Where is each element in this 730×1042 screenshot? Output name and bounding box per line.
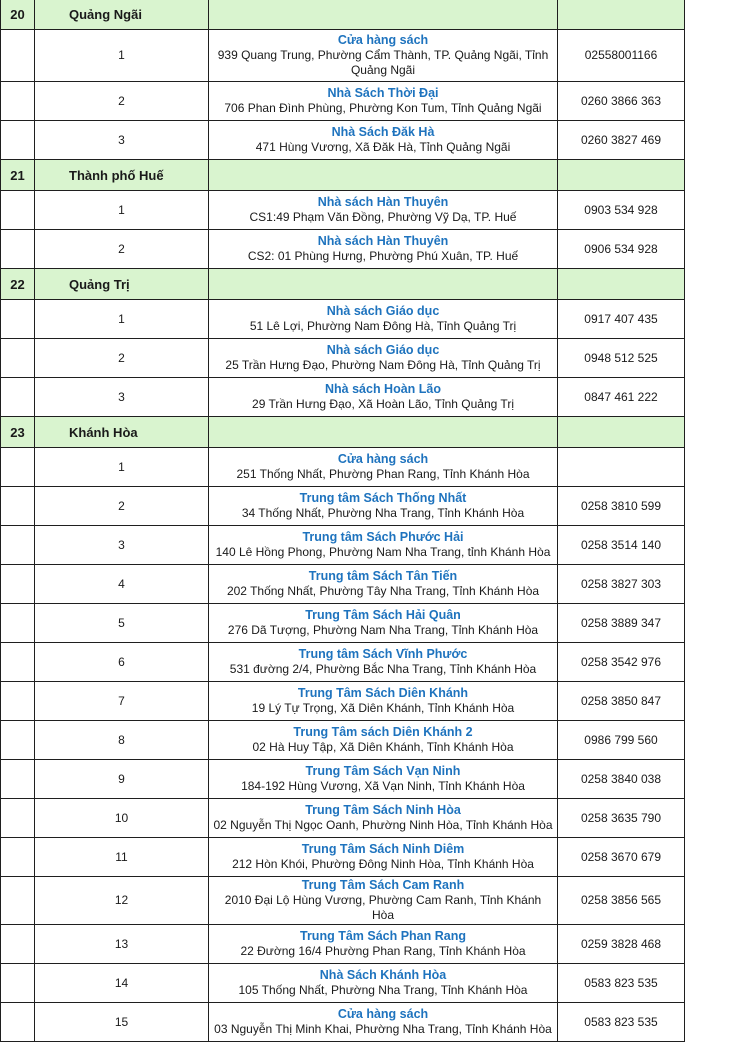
store-index[interactable]: 13 bbox=[35, 925, 209, 964]
store-info-cell[interactable] bbox=[209, 760, 558, 799]
table-row bbox=[1, 682, 730, 721]
store-info-cell[interactable] bbox=[209, 964, 558, 1003]
store-info-cell[interactable] bbox=[209, 925, 558, 964]
store-name: Nhà Sách Thời Đại bbox=[213, 86, 553, 101]
row-empty-cell[interactable] bbox=[1, 30, 35, 82]
table-row bbox=[1, 877, 730, 925]
store-phone[interactable]: 0583 823 535 bbox=[558, 1003, 685, 1042]
store-phone[interactable]: 0258 3850 847 bbox=[558, 682, 685, 721]
store-address: 706 Phan Đình Phùng, Phường Kon Tum, Tỉnh Quảng Ngãi bbox=[213, 101, 553, 116]
store-index[interactable]: 3 bbox=[35, 378, 209, 417]
row-empty-cell[interactable] bbox=[1, 760, 35, 799]
store-info-cell[interactable] bbox=[209, 1003, 558, 1042]
store-name: Nhà sách Hoàn Lão bbox=[213, 382, 553, 397]
store-name: Cửa hàng sách bbox=[213, 1007, 553, 1022]
store-index[interactable]: 3 bbox=[35, 121, 209, 160]
table-row bbox=[1, 339, 730, 378]
store-name: Trung tâm Sách Tân Tiến bbox=[213, 569, 553, 584]
store-address: 939 Quang Trung, Phường Cẩm Thành, TP. Quảng Ngãi, Tỉnh Quảng Ngãi bbox=[213, 48, 553, 78]
empty-cell[interactable] bbox=[685, 0, 730, 30]
store-phone[interactable]: 0258 3827 303 bbox=[558, 565, 685, 604]
store-index[interactable]: 7 bbox=[35, 682, 209, 721]
table-row bbox=[1, 1003, 730, 1042]
empty-cell[interactable] bbox=[685, 877, 730, 925]
table-row bbox=[1, 487, 730, 526]
province-cell-empty[interactable] bbox=[558, 0, 685, 30]
empty-cell[interactable] bbox=[685, 838, 730, 877]
store-index[interactable]: 2 bbox=[35, 230, 209, 269]
store-name: Trung Tâm Sách Vạn Ninh bbox=[213, 764, 553, 779]
province-cell-empty[interactable] bbox=[209, 269, 558, 300]
store-index[interactable]: 2 bbox=[35, 82, 209, 121]
table-row bbox=[1, 230, 730, 269]
store-info-cell[interactable] bbox=[209, 487, 558, 526]
row-empty-cell[interactable] bbox=[1, 604, 35, 643]
store-name: Nhà sách Hàn Thuyên bbox=[213, 234, 553, 249]
store-index[interactable]: 1 bbox=[35, 191, 209, 230]
store-name: Nhà sách Hàn Thuyên bbox=[213, 195, 553, 210]
store-address: 02 Hà Huy Tập, Xã Diên Khánh, Tỉnh Khánh Hòa bbox=[213, 740, 553, 755]
empty-cell[interactable] bbox=[685, 604, 730, 643]
province-cell-empty[interactable] bbox=[209, 0, 558, 30]
store-index[interactable]: 4 bbox=[35, 565, 209, 604]
store-index[interactable]: 11 bbox=[35, 838, 209, 877]
store-address: 29 Trần Hưng Đạo, Xã Hoàn Lão, Tỉnh Quảng Trị bbox=[213, 397, 553, 412]
empty-cell[interactable] bbox=[685, 300, 730, 339]
empty-cell[interactable] bbox=[685, 191, 730, 230]
row-empty-cell[interactable] bbox=[1, 643, 35, 682]
row-empty-cell[interactable] bbox=[1, 300, 35, 339]
store-name: Nhà Sách Đăk Hà bbox=[213, 125, 553, 140]
store-address: CS2: 01 Phùng Hưng, Phường Phú Xuân, TP. Huế bbox=[213, 249, 553, 264]
empty-cell[interactable] bbox=[685, 417, 730, 448]
row-empty-cell[interactable] bbox=[1, 799, 35, 838]
store-info-cell[interactable] bbox=[209, 682, 558, 721]
empty-cell[interactable] bbox=[685, 339, 730, 378]
row-empty-cell[interactable] bbox=[1, 82, 35, 121]
store-info-cell[interactable] bbox=[209, 230, 558, 269]
store-name: Trung tâm Sách Phước Hải bbox=[213, 530, 553, 545]
empty-cell[interactable] bbox=[685, 160, 730, 191]
store-address: 140 Lê Hồng Phong, Phường Nam Nha Trang, tỉnh Khánh Hòa bbox=[213, 545, 553, 560]
empty-cell[interactable] bbox=[685, 760, 730, 799]
store-index[interactable]: 6 bbox=[35, 643, 209, 682]
store-info-cell[interactable] bbox=[209, 643, 558, 682]
row-empty-cell[interactable] bbox=[1, 1003, 35, 1042]
store-name: Trung Tâm Sách Cam Ranh bbox=[213, 878, 553, 893]
store-info-cell[interactable] bbox=[209, 526, 558, 565]
store-index[interactable]: 10 bbox=[35, 799, 209, 838]
store-name: Trung Tâm Sách Ninh Diêm bbox=[213, 842, 553, 857]
table-row bbox=[1, 191, 730, 230]
province-cell-empty[interactable] bbox=[209, 160, 558, 191]
store-info-cell[interactable] bbox=[209, 448, 558, 487]
row-empty-cell[interactable] bbox=[1, 565, 35, 604]
store-name: Trung tâm Sách Vĩnh Phước bbox=[213, 647, 553, 662]
store-phone[interactable]: 0258 3542 976 bbox=[558, 643, 685, 682]
row-empty-cell[interactable] bbox=[1, 121, 35, 160]
store-address: 471 Hùng Vương, Xã Đăk Hà, Tỉnh Quảng Ngãi bbox=[213, 140, 553, 155]
store-address: 2010 Đại Lộ Hùng Vương, Phường Cam Ranh, Tỉnh Khánh Hòa bbox=[213, 893, 553, 923]
store-phone[interactable]: 0948 512 525 bbox=[558, 339, 685, 378]
store-index[interactable]: 1 bbox=[35, 30, 209, 82]
province-cell-empty[interactable] bbox=[209, 417, 558, 448]
empty-cell[interactable] bbox=[685, 526, 730, 565]
store-address: 251 Thống Nhất, Phường Phan Rang, Tỉnh Khánh Hòa bbox=[213, 467, 553, 482]
empty-cell[interactable] bbox=[685, 643, 730, 682]
table-row bbox=[1, 121, 730, 160]
store-address: 212 Hòn Khói, Phường Đông Ninh Hòa, Tỉnh Khánh Hòa bbox=[213, 857, 553, 872]
store-info-cell[interactable] bbox=[209, 300, 558, 339]
province-number[interactable]: 21 bbox=[1, 160, 35, 191]
store-index[interactable]: 1 bbox=[35, 300, 209, 339]
table-row bbox=[1, 300, 730, 339]
province-number[interactable]: 23 bbox=[1, 417, 35, 448]
store-phone[interactable]: 0986 799 560 bbox=[558, 721, 685, 760]
table-row bbox=[1, 378, 730, 417]
row-empty-cell[interactable] bbox=[1, 230, 35, 269]
store-name: Cửa hàng sách bbox=[213, 33, 553, 48]
table-row bbox=[1, 526, 730, 565]
row-empty-cell[interactable] bbox=[1, 964, 35, 1003]
store-phone[interactable]: 0583 823 535 bbox=[558, 964, 685, 1003]
store-index[interactable]: 9 bbox=[35, 760, 209, 799]
store-index[interactable]: 3 bbox=[35, 526, 209, 565]
empty-cell[interactable] bbox=[685, 121, 730, 160]
empty-cell[interactable] bbox=[685, 82, 730, 121]
store-name: Trung Tâm Sách Ninh Hòa bbox=[213, 803, 553, 818]
store-index[interactable]: 2 bbox=[35, 487, 209, 526]
table-row bbox=[1, 643, 730, 682]
row-empty-cell[interactable] bbox=[1, 877, 35, 925]
store-phone[interactable]: 0917 407 435 bbox=[558, 300, 685, 339]
table-row bbox=[1, 925, 730, 964]
row-empty-cell[interactable] bbox=[1, 191, 35, 230]
table-row bbox=[1, 448, 730, 487]
empty-cell[interactable] bbox=[685, 682, 730, 721]
store-address: 34 Thống Nhất, Phường Nha Trang, Tỉnh Khánh Hòa bbox=[213, 506, 553, 521]
row-empty-cell[interactable] bbox=[1, 378, 35, 417]
store-index[interactable]: 15 bbox=[35, 1003, 209, 1042]
store-name: Trung Tâm Sách Hải Quân bbox=[213, 608, 553, 623]
store-info-cell[interactable] bbox=[209, 838, 558, 877]
store-info-cell[interactable] bbox=[209, 721, 558, 760]
store-index[interactable]: 12 bbox=[35, 877, 209, 925]
store-phone[interactable]: 0258 3670 679 bbox=[558, 838, 685, 877]
store-phone[interactable]: 0903 534 928 bbox=[558, 191, 685, 230]
store-name: Cửa hàng sách bbox=[213, 452, 553, 467]
store-info-cell[interactable] bbox=[209, 799, 558, 838]
table-row bbox=[1, 799, 730, 838]
store-info-cell[interactable] bbox=[209, 339, 558, 378]
store-phone[interactable]: 0260 3866 363 bbox=[558, 82, 685, 121]
empty-cell[interactable] bbox=[685, 487, 730, 526]
store-address: 51 Lê Lợi, Phường Nam Đông Hà, Tỉnh Quảng Trị bbox=[213, 319, 553, 334]
province-cell-empty[interactable] bbox=[558, 269, 685, 300]
store-phone[interactable] bbox=[558, 448, 685, 487]
store-name: Nhà sách Giáo dục bbox=[213, 343, 553, 358]
table-row bbox=[1, 838, 730, 877]
store-index[interactable]: 8 bbox=[35, 721, 209, 760]
store-address: 276 Dã Tượng, Phường Nam Nha Trang, Tỉnh Khánh Hòa bbox=[213, 623, 553, 638]
empty-cell[interactable] bbox=[685, 925, 730, 964]
empty-cell[interactable] bbox=[685, 378, 730, 417]
empty-cell[interactable] bbox=[685, 230, 730, 269]
store-index[interactable]: 2 bbox=[35, 339, 209, 378]
row-empty-cell[interactable] bbox=[1, 721, 35, 760]
store-info-cell[interactable] bbox=[209, 604, 558, 643]
store-name: Trung Tâm Sách Phan Rang bbox=[213, 929, 553, 944]
empty-cell[interactable] bbox=[685, 721, 730, 760]
empty-cell[interactable] bbox=[685, 30, 730, 82]
table-row bbox=[1, 760, 730, 799]
store-address: 03 Nguyễn Thị Minh Khai, Phường Nha Trang, Tỉnh Khánh Hòa bbox=[213, 1022, 553, 1037]
row-empty-cell[interactable] bbox=[1, 526, 35, 565]
store-phone[interactable]: 0906 534 928 bbox=[558, 230, 685, 269]
province-name[interactable]: Quảng Ngãi bbox=[35, 0, 209, 30]
store-address: 105 Thống Nhất, Phường Nha Trang, Tỉnh Khánh Hòa bbox=[213, 983, 553, 998]
store-info-cell[interactable] bbox=[209, 191, 558, 230]
store-address: 184-192 Hùng Vương, Xã Vạn Ninh, Tỉnh Khánh Hòa bbox=[213, 779, 553, 794]
store-address: 202 Thống Nhất, Phường Tây Nha Trang, Tỉnh Khánh Hòa bbox=[213, 584, 553, 599]
store-phone[interactable]: 0258 3856 565 bbox=[558, 877, 685, 925]
province-row bbox=[1, 269, 730, 300]
store-index[interactable]: 14 bbox=[35, 964, 209, 1003]
store-phone[interactable]: 0258 3635 790 bbox=[558, 799, 685, 838]
store-address: CS1:49 Phạm Văn Đồng, Phường Vỹ Dạ, TP. Huế bbox=[213, 210, 553, 225]
store-phone[interactable]: 0258 3810 599 bbox=[558, 487, 685, 526]
table-row bbox=[1, 721, 730, 760]
store-name: Trung tâm Sách Thống Nhất bbox=[213, 491, 553, 506]
province-number[interactable]: 22 bbox=[1, 269, 35, 300]
empty-cell[interactable] bbox=[685, 448, 730, 487]
store-address: 22 Đường 16/4 Phường Phan Rang, Tỉnh Khánh Hòa bbox=[213, 944, 553, 959]
store-phone[interactable]: 0259 3828 468 bbox=[558, 925, 685, 964]
store-phone[interactable]: 0258 3889 347 bbox=[558, 604, 685, 643]
store-name: Nhà sách Giáo dục bbox=[213, 304, 553, 319]
empty-cell[interactable] bbox=[685, 964, 730, 1003]
row-empty-cell[interactable] bbox=[1, 339, 35, 378]
province-cell-empty[interactable] bbox=[558, 417, 685, 448]
store-address: 25 Trần Hưng Đạo, Phường Nam Đông Hà, Tỉnh Quảng Trị bbox=[213, 358, 553, 373]
store-address: 02 Nguyễn Thị Ngọc Oanh, Phường Ninh Hòa, Tỉnh Khánh Hòa bbox=[213, 818, 553, 833]
store-info-cell[interactable] bbox=[209, 30, 558, 82]
store-phone[interactable]: 0260 3827 469 bbox=[558, 121, 685, 160]
store-info-cell[interactable] bbox=[209, 121, 558, 160]
row-empty-cell[interactable] bbox=[1, 487, 35, 526]
province-row bbox=[1, 160, 730, 191]
store-phone[interactable]: 0258 3840 038 bbox=[558, 760, 685, 799]
empty-cell[interactable] bbox=[685, 1003, 730, 1042]
table-row bbox=[1, 82, 730, 121]
store-name: Trung Tâm Sách Diên Khánh bbox=[213, 686, 553, 701]
province-cell-empty[interactable] bbox=[558, 160, 685, 191]
table-row bbox=[1, 30, 730, 82]
row-empty-cell[interactable] bbox=[1, 448, 35, 487]
store-info-cell[interactable] bbox=[209, 877, 558, 925]
table-row bbox=[1, 565, 730, 604]
store-name: Nhà Sách Khánh Hòa bbox=[213, 968, 553, 983]
empty-cell[interactable] bbox=[685, 269, 730, 300]
province-name[interactable]: Thành phố Huế bbox=[35, 160, 209, 191]
store-info-cell[interactable] bbox=[209, 565, 558, 604]
empty-cell[interactable] bbox=[685, 799, 730, 838]
row-empty-cell[interactable] bbox=[1, 925, 35, 964]
table-body bbox=[1, 0, 730, 1042]
store-phone[interactable]: 0847 461 222 bbox=[558, 378, 685, 417]
store-phone[interactable]: 0258 3514 140 bbox=[558, 526, 685, 565]
row-empty-cell[interactable] bbox=[1, 838, 35, 877]
row-empty-cell[interactable] bbox=[1, 682, 35, 721]
store-phone[interactable]: 02558001166 bbox=[558, 30, 685, 82]
province-number[interactable]: 20 bbox=[1, 0, 35, 30]
store-index[interactable]: 1 bbox=[35, 448, 209, 487]
province-name[interactable]: Quảng Trị bbox=[35, 269, 209, 300]
empty-cell[interactable] bbox=[685, 565, 730, 604]
store-info-cell[interactable] bbox=[209, 82, 558, 121]
store-name: Trung Tâm sách Diên Khánh 2 bbox=[213, 725, 553, 740]
table-row bbox=[1, 964, 730, 1003]
table-row bbox=[1, 604, 730, 643]
store-address: 19 Lý Tự Trọng, Xã Diên Khánh, Tỉnh Khánh Hòa bbox=[213, 701, 553, 716]
province-row bbox=[1, 0, 730, 30]
province-row bbox=[1, 417, 730, 448]
store-address: 531 đường 2/4, Phường Bắc Nha Trang, Tỉnh Khánh Hòa bbox=[213, 662, 553, 677]
store-index[interactable]: 5 bbox=[35, 604, 209, 643]
province-name[interactable]: Khánh Hòa bbox=[35, 417, 209, 448]
store-info-cell[interactable] bbox=[209, 378, 558, 417]
